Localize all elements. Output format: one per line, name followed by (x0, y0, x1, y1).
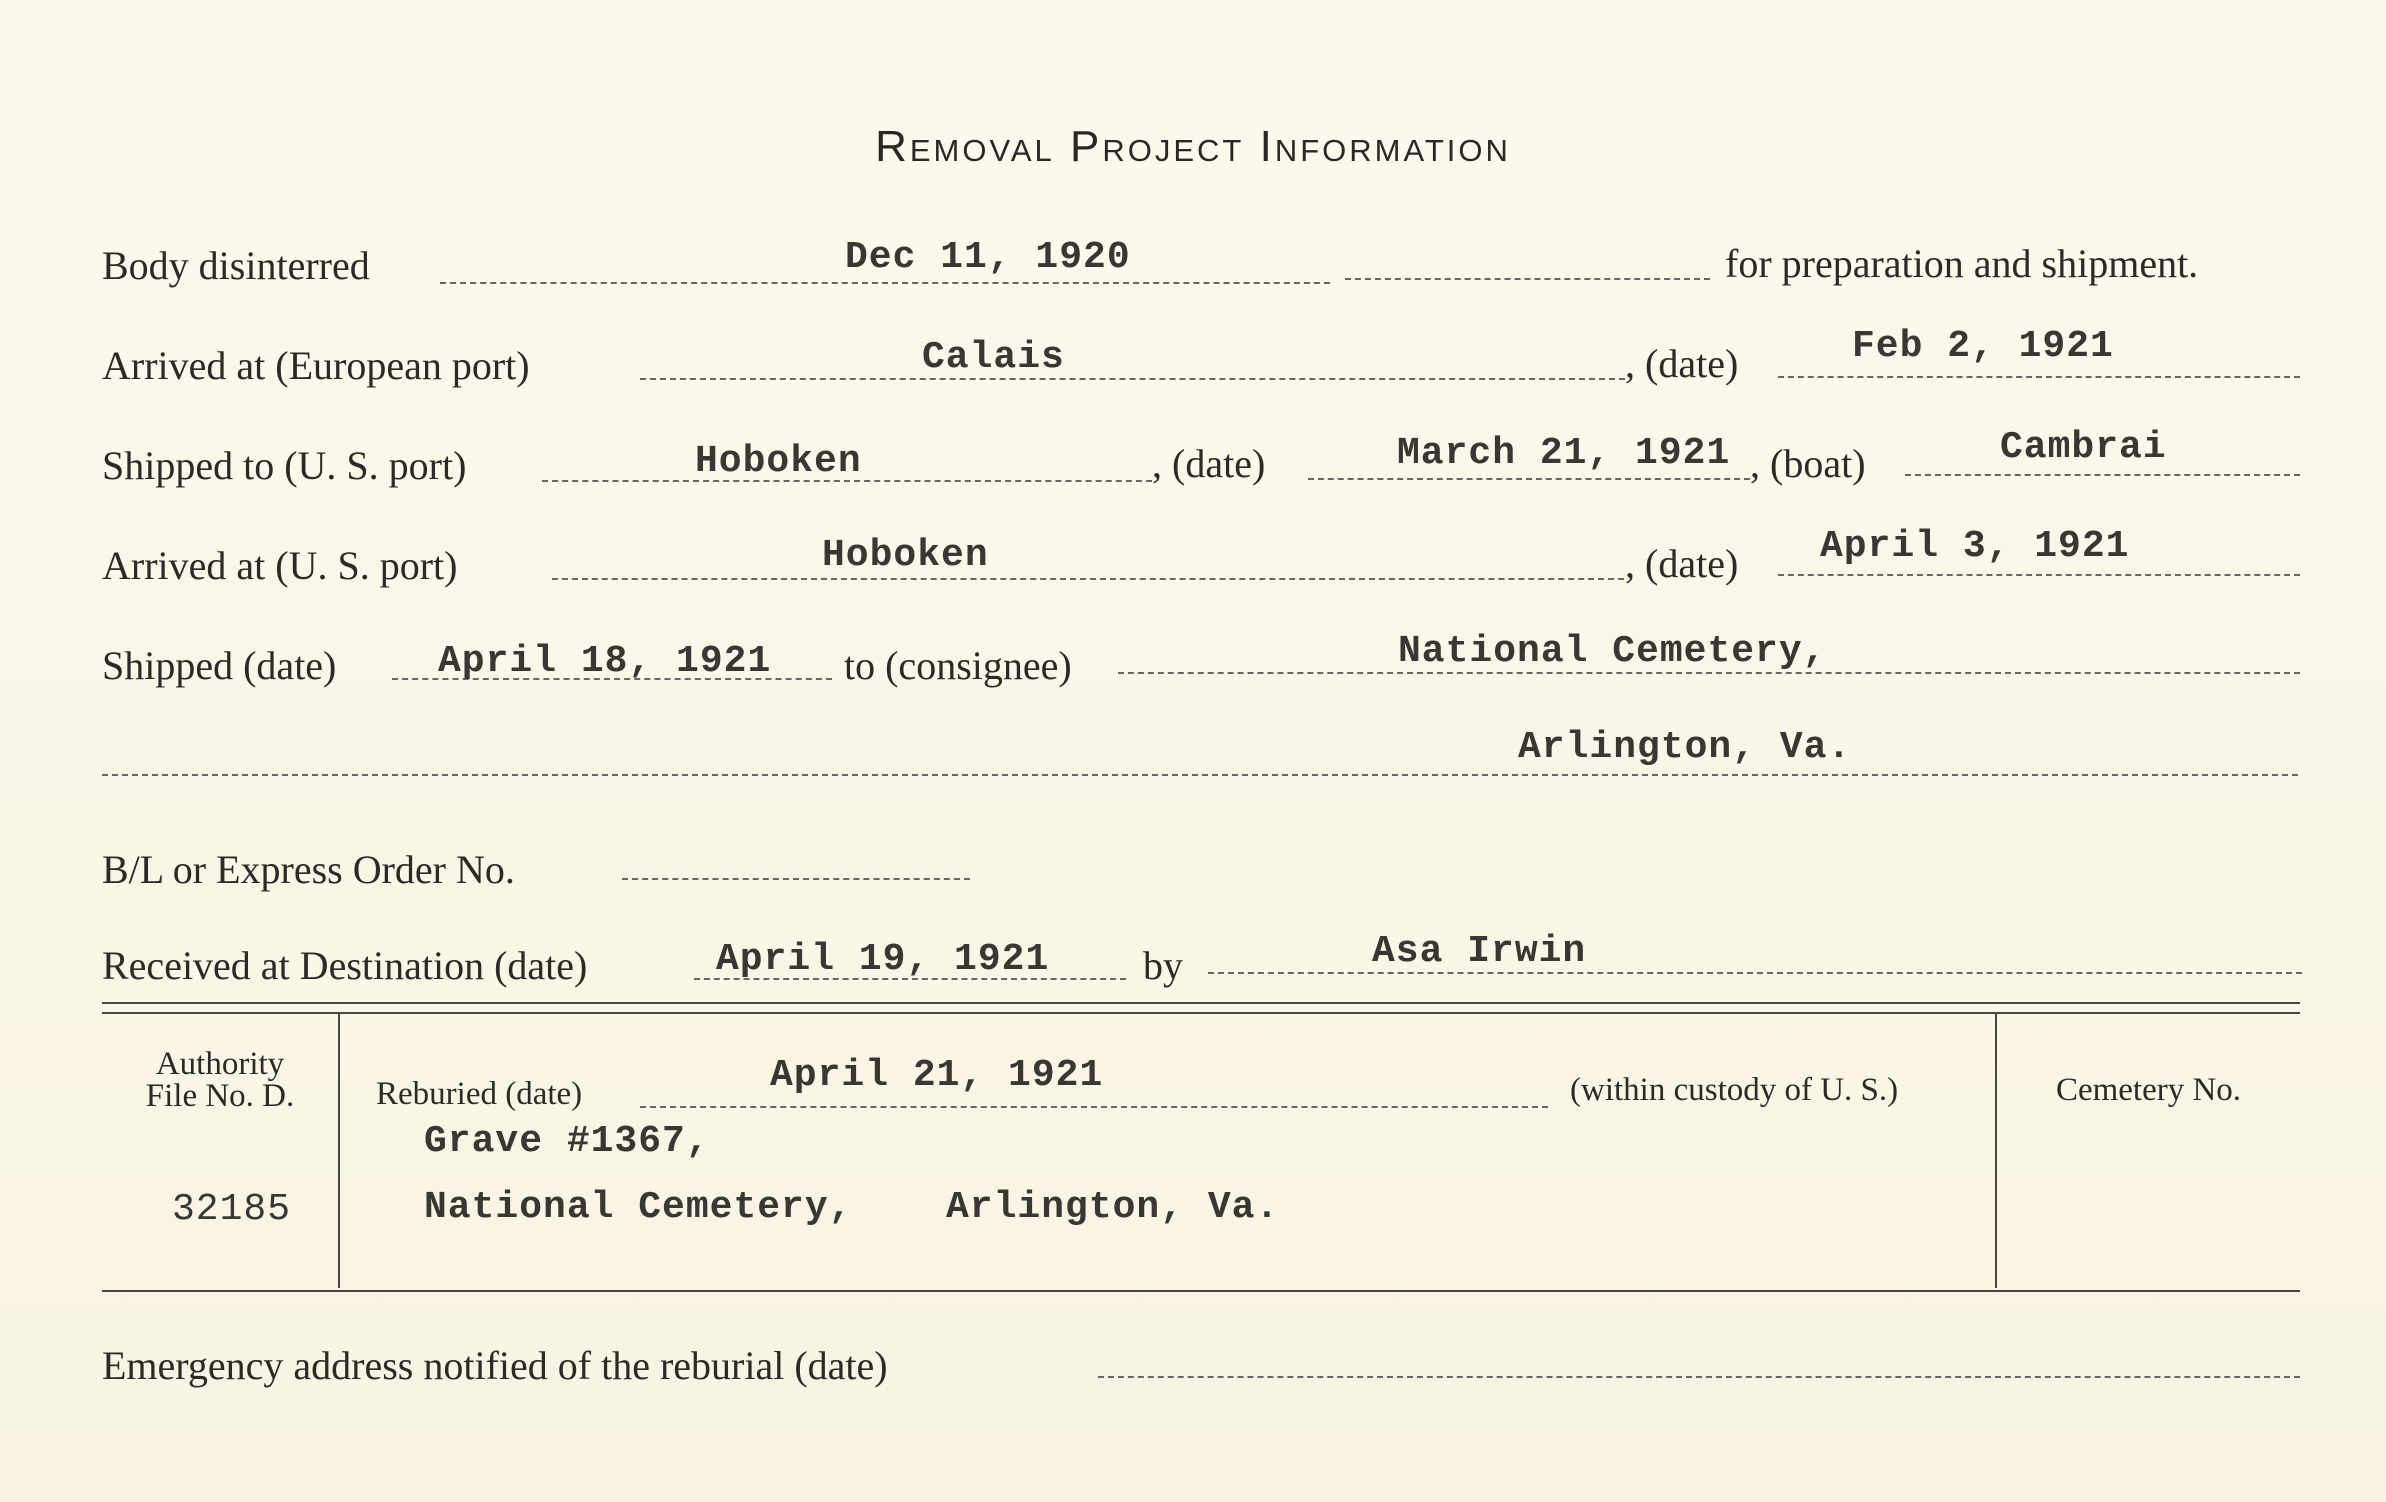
boat-line (1905, 474, 2300, 476)
table-divider-left (338, 1014, 340, 1288)
emergency-label: Emergency address notified of the reburial (date) (102, 1343, 888, 1388)
disinterred-suffix: for preparation and shipment. (1725, 241, 2199, 286)
shipped-us-date-line (1308, 478, 1750, 480)
received-date: April 19, 1921 (716, 938, 1050, 981)
shipped-us-date-label: , (date) (1152, 441, 1266, 486)
shipped-us-date: March 21, 1921 (1397, 432, 1731, 475)
table-top-rule (102, 1002, 2300, 1004)
arrived-us-label: Arrived at (U. S. port) (102, 543, 458, 588)
consignee-line-2-rule (102, 774, 2298, 776)
emergency-line (1098, 1376, 2300, 1378)
grave-number: Grave #1367, (424, 1120, 710, 1163)
shipped-us-label: Shipped to (U. S. port) (102, 443, 467, 488)
reburial-location-1: National Cemetery, (424, 1186, 853, 1229)
authority-label-2: File No. D. (145, 1078, 295, 1114)
reburied-line (640, 1106, 1548, 1108)
shipped-date-value: April 18, 1921 (438, 640, 772, 683)
table-divider-right (1995, 1014, 1997, 1288)
table-top-rule-2 (102, 1012, 2300, 1014)
european-date-value: Feb 2, 1921 (1852, 325, 2114, 368)
boat-value: Cambrai (2000, 426, 2167, 469)
received-by-label: by (1143, 943, 1183, 988)
arrived-us-date-label: , (date) (1625, 541, 1739, 586)
consignee-line-2: Arlington, Va. (1518, 726, 1852, 769)
authority-file-number: 32185 (172, 1188, 292, 1231)
bl-order-line (622, 878, 970, 880)
reburied-date: April 21, 1921 (770, 1054, 1104, 1097)
arrived-us-date-line (1778, 574, 2300, 576)
european-port-value: Calais (922, 336, 1065, 379)
custody-note: (within custody of U. S.) (1570, 1072, 1899, 1108)
arrived-us-date: April 3, 1921 (1820, 525, 2130, 568)
received-label: Received at Destination (date) (102, 943, 588, 988)
bl-order-label: B/L or Express Order No. (102, 847, 515, 892)
disinterred-line (440, 282, 1330, 284)
cemetery-no-label: Cemetery No. (2055, 1072, 2242, 1108)
european-port-line (640, 378, 1625, 380)
european-date-line (1778, 376, 2300, 378)
authority-label-1: Authority (155, 1046, 285, 1082)
consignee-label: to (consignee) (844, 643, 1072, 688)
european-port-label: Arrived at (European port) (102, 343, 530, 388)
reburial-location-2: Arlington, Va. (946, 1186, 1280, 1229)
shipped-us-boat-label: , (boat) (1750, 441, 1866, 486)
shipped-us-port: Hoboken (695, 440, 862, 483)
disinterred-line-2 (1345, 278, 1710, 280)
received-by-value: Asa Irwin (1372, 930, 1587, 973)
reburied-label: Reburied (date) (376, 1076, 583, 1112)
arrived-us-port: Hoboken (822, 534, 989, 577)
disinterred-date: Dec 11, 1920 (845, 236, 1131, 279)
shipped-date-label: Shipped (date) (102, 643, 337, 688)
page-title: Removal Project Information (875, 122, 1511, 171)
arrived-us-line (552, 578, 1624, 580)
consignee-line-1: National Cemetery, (1398, 630, 1827, 673)
disinterred-label: Body disinterred (102, 243, 370, 288)
table-bottom-rule (102, 1290, 2300, 1292)
european-date-label: , (date) (1625, 341, 1739, 386)
